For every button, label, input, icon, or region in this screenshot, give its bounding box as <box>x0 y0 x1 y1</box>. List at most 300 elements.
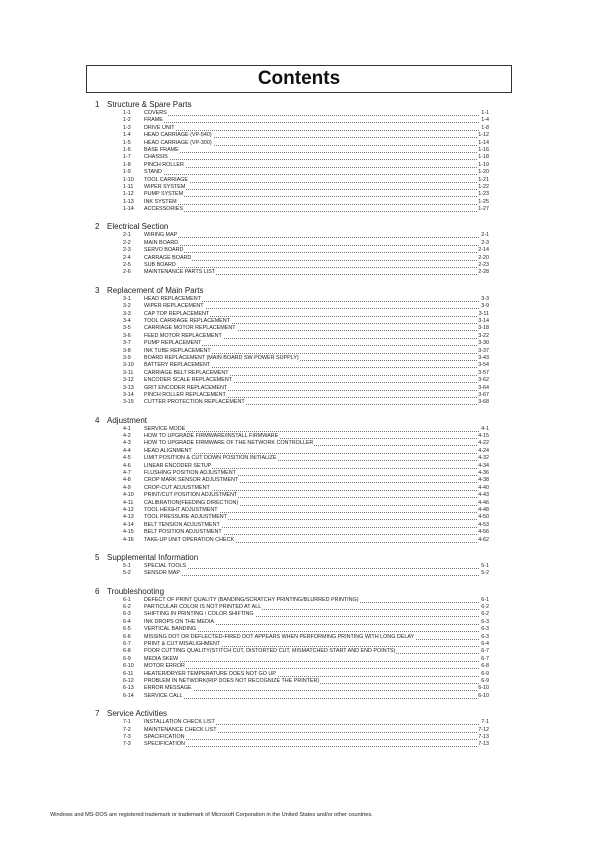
toc-entry[interactable] <box>0 448 595 455</box>
entry-number: 1-3 <box>123 124 131 131</box>
toc-entry[interactable] <box>0 741 595 748</box>
section-heading[interactable] <box>0 416 595 426</box>
entry-title: SERVICE CALL <box>144 692 183 699</box>
entry-title: WIPER SYSTEM <box>144 183 186 190</box>
entry-number: 4-14 <box>123 521 134 528</box>
entry-number: 6-4 <box>123 618 131 625</box>
section-number: 5 <box>95 552 100 562</box>
entry-number: 6-10 <box>123 663 134 670</box>
entry-number: 7-2 <box>123 726 131 733</box>
entry-number: 6-6 <box>123 633 131 640</box>
toc-entry[interactable] <box>0 634 595 641</box>
entry-page-number: 3-67 <box>478 391 489 398</box>
dot-leader <box>144 182 485 183</box>
entry-page-number: 6-10 <box>478 685 489 692</box>
entry-page-number: 3-62 <box>478 377 489 384</box>
entry-title: POOR CUTTING QUALITY(STITCH CUT, DISTORTED CUT, MISMATCHED START AND END POINTS) <box>144 648 396 655</box>
dot-leader <box>144 698 485 699</box>
entry-page-number: 1-19 <box>478 161 489 168</box>
entry-page-number: 2-20 <box>478 254 489 261</box>
entry-page-number: 3-37 <box>478 347 489 354</box>
toc-entry[interactable] <box>0 470 595 477</box>
entry-title: HEATER/DRYER TEMPERATURE DOES NOT GO UP <box>144 670 276 677</box>
dot-leader <box>144 575 485 576</box>
entry-page-number: 1-4 <box>481 117 489 124</box>
dot-leader <box>144 115 485 116</box>
toc-entry[interactable] <box>0 663 595 670</box>
section-number: 1 <box>95 100 100 109</box>
entry-page-number: 4-36 <box>478 470 489 477</box>
entry-number: 1-9 <box>123 169 131 176</box>
toc-entry[interactable] <box>0 433 595 440</box>
dot-leader <box>144 204 485 205</box>
entry-page-number: 6-7 <box>481 655 489 662</box>
entry-number: 6-9 <box>123 655 131 662</box>
entry-page-number: 4-56 <box>478 529 489 536</box>
entry-number: 4-6 <box>123 462 131 469</box>
section-number: 6 <box>95 586 100 596</box>
toc-entry[interactable] <box>0 269 595 276</box>
entry-page-number: 6-1 <box>481 596 489 603</box>
entry-number: 4-5 <box>123 455 131 462</box>
entry-number: 1-8 <box>123 161 131 168</box>
entry-number: 2-1 <box>123 232 131 239</box>
entry-number: 1-2 <box>123 117 131 124</box>
entry-title: LIMIT POSITION & CUT DOWN POSITION INITIALIZE <box>144 455 277 462</box>
entry-page-number: 1-20 <box>478 169 489 176</box>
entry-title: CARRIAGE BELT REPLACEMENT <box>144 369 229 376</box>
entry-title: PARTICULAR COLOR IS NOT PRINTED AT ALL <box>144 604 262 611</box>
toc-entry[interactable] <box>0 570 595 577</box>
entry-title: MISSING DOT OR DEFLECTED-FIRED DOT APPEARS WHEN PERFORMING PRINTING WITH LONG DELAY <box>144 633 415 640</box>
entry-number: 6-12 <box>123 678 134 684</box>
entry-page-number: 4-38 <box>478 477 489 484</box>
entry-title: PRINT/CUT POSITION ADJUSTMENT <box>144 492 238 499</box>
toc-entry[interactable] <box>0 685 595 692</box>
entry-number: 6-7 <box>123 641 131 648</box>
toc-entry[interactable] <box>0 604 595 611</box>
entry-number: 2-5 <box>123 262 131 269</box>
entry-number: 2-6 <box>123 269 131 276</box>
toc-entry[interactable] <box>0 184 595 191</box>
entry-title: SPECIFICATION <box>144 741 185 748</box>
entry-page-number: 3-3 <box>481 295 489 302</box>
entry-page-number: 1-25 <box>478 198 489 205</box>
entry-number: 3-4 <box>123 317 131 324</box>
entry-page-number: 1-16 <box>478 146 489 153</box>
toc-entry[interactable] <box>0 355 595 362</box>
entry-title: INK DROPS ON THE MEDIA <box>144 618 214 625</box>
toc-section <box>0 286 595 407</box>
entry-title: FRAME <box>144 117 163 124</box>
entry-page-number: 4-22 <box>478 440 489 447</box>
entry-title: INK SYSTEM <box>144 198 177 205</box>
entry-title: DRIVE UNIT <box>144 124 175 131</box>
entry-number: 3-1 <box>123 295 131 302</box>
entry-number: 4-1 <box>123 425 131 432</box>
entry-title: LINEAR ENCODER SETUP <box>144 462 212 469</box>
entry-number: 4-8 <box>123 477 131 484</box>
section-heading[interactable] <box>0 553 595 563</box>
dot-leader <box>144 568 485 569</box>
entry-page-number: 4-50 <box>478 514 489 521</box>
toc-entry[interactable] <box>0 362 595 369</box>
section-heading[interactable] <box>0 222 595 232</box>
toc-entry[interactable] <box>0 247 595 254</box>
entry-page-number: 3-9 <box>481 303 489 310</box>
entry-title: STAND <box>144 169 162 176</box>
entry-page-number: 6-3 <box>481 618 489 625</box>
toc-entry[interactable] <box>0 169 595 176</box>
entry-title: WIPER REPLACEMENT <box>144 303 204 310</box>
entry-page-number: 1-18 <box>478 154 489 161</box>
section-title: Troubleshooting <box>107 586 165 596</box>
entry-page-number: 3-54 <box>478 362 489 369</box>
toc-entry[interactable] <box>0 162 595 169</box>
toc-section <box>0 587 595 700</box>
entry-number: 1-5 <box>123 139 131 146</box>
section-heading[interactable] <box>0 100 595 110</box>
entry-title: SUB BOARD <box>144 262 176 269</box>
entry-title: CAP TOP REPLACEMENT <box>144 310 210 317</box>
entry-page-number: 3-57 <box>478 369 489 376</box>
toc-entry[interactable] <box>0 671 595 678</box>
entry-page-number: 5-2 <box>481 570 489 577</box>
entry-title: INK TUBE REPLACEMENT <box>144 347 211 354</box>
dot-leader <box>144 159 485 160</box>
toc-entry[interactable] <box>0 656 595 663</box>
entry-number: 3-10 <box>123 362 134 369</box>
dot-leader <box>144 252 485 253</box>
toc-section <box>0 100 595 213</box>
entry-number: 1-10 <box>123 176 134 183</box>
entry-number: 2-3 <box>123 247 131 254</box>
entry-page-number: 1-21 <box>478 176 489 183</box>
entry-number: 6-8 <box>123 648 131 655</box>
section-title: Structure & Spare Parts <box>107 100 192 109</box>
section-number: 4 <box>95 415 100 425</box>
entry-page-number: 3-18 <box>478 325 489 332</box>
entry-number: 3-11 <box>123 369 134 376</box>
entry-title: MAIN BOARD <box>144 239 179 246</box>
entry-number: 4-7 <box>123 470 131 477</box>
toc-entry[interactable] <box>0 303 595 310</box>
toc-entry[interactable] <box>0 125 595 132</box>
toc-entry[interactable] <box>0 232 595 239</box>
toc-entry[interactable] <box>0 296 595 303</box>
toc-entry[interactable] <box>0 734 595 741</box>
toc-entry[interactable] <box>0 206 595 213</box>
toc-entry[interactable] <box>0 132 595 139</box>
dot-leader <box>144 746 485 747</box>
table-of-contents <box>0 97 595 749</box>
toc-entry[interactable] <box>0 507 595 514</box>
entry-title: CALIBRATION(FEEDING DIRECTION) <box>144 499 239 506</box>
entry-title: BATTERY REPLACEMENT <box>144 362 211 369</box>
toc-entry[interactable] <box>0 318 595 325</box>
entry-title: PINCH ROLLER REPLACEMENT <box>144 391 226 398</box>
entry-page-number: 6-4 <box>481 641 489 648</box>
entry-number: 5-1 <box>123 562 131 569</box>
entry-title: PUMP SYSTEM <box>144 191 184 198</box>
toc-entry[interactable] <box>0 191 595 198</box>
entry-number: 1-6 <box>123 146 131 153</box>
toc-entry[interactable] <box>0 255 595 262</box>
toc-entry[interactable] <box>0 678 595 685</box>
toc-entry[interactable] <box>0 500 595 507</box>
toc-entry[interactable] <box>0 240 595 247</box>
entry-page-number: 4-40 <box>478 484 489 491</box>
entry-page-number: 7-1 <box>481 719 489 726</box>
toc-entry[interactable] <box>0 311 595 318</box>
entry-page-number: 4-1 <box>481 425 489 432</box>
entry-page-number: 4-62 <box>478 536 489 543</box>
entry-page-number: 1-8 <box>481 124 489 131</box>
toc-entry[interactable] <box>0 492 595 499</box>
entry-title: VERTICAL BANDING <box>144 626 197 633</box>
entry-title: WIRING MAP <box>144 232 178 239</box>
entry-title: SHIFTING IN PRINTING / COLOR SHIFTING <box>144 611 254 618</box>
entry-number: 1-11 <box>123 183 134 190</box>
dot-leader <box>144 130 485 131</box>
toc-entry[interactable] <box>0 426 595 433</box>
dot-leader <box>144 122 485 123</box>
entry-title: BELT TENSION ADJUSTMENT <box>144 521 220 528</box>
entry-title: HEAD ALIGNMENT <box>144 447 192 454</box>
entry-number: 2-2 <box>123 239 131 246</box>
entry-number: 3-6 <box>123 332 131 339</box>
toc-entry[interactable] <box>0 154 595 161</box>
entry-page-number: 6-9 <box>481 678 489 684</box>
toc-entry[interactable] <box>0 399 595 406</box>
entry-title: HOW TO UPGRADE FIRMWARE OF THE NETWORK CONTROLLER <box>144 440 314 447</box>
entry-page-number: 6-9 <box>481 670 489 677</box>
page-title: Contents <box>257 68 341 89</box>
toc-entry[interactable] <box>0 727 595 734</box>
dot-leader <box>144 152 485 153</box>
entry-page-number: 6-2 <box>481 611 489 618</box>
entry-number: 4-13 <box>123 514 134 521</box>
entry-page-number: 3-30 <box>478 340 489 347</box>
entry-number: 3-5 <box>123 325 131 332</box>
entry-title: PUMP REPLACEMENT <box>144 340 202 347</box>
toc-entry[interactable] <box>0 597 595 604</box>
entry-title: INSTALLATION CHECK LIST <box>144 719 215 726</box>
toc-entry[interactable] <box>0 348 595 355</box>
toc-entry[interactable] <box>0 333 595 340</box>
entry-title: CARRAGE BOARD <box>144 254 192 261</box>
entry-number: 3-12 <box>123 377 134 384</box>
entry-number: 7-3 <box>123 741 131 748</box>
toc-entry[interactable] <box>0 719 595 726</box>
entry-title: SENSOR MAP <box>144 570 180 577</box>
entry-number: 1-14 <box>123 206 134 213</box>
entry-page-number: 4-32 <box>478 455 489 462</box>
entry-title: HEAD CARRIAGE (VP-540) <box>144 132 212 139</box>
toc-entry[interactable] <box>0 529 595 536</box>
toc-entry[interactable] <box>0 485 595 492</box>
toc-entry[interactable] <box>0 648 595 655</box>
dot-leader <box>144 196 485 197</box>
entry-title: SPECIAL TOOLS <box>144 562 187 569</box>
toc-entry[interactable] <box>0 619 595 626</box>
entry-page-number: 4-46 <box>478 499 489 506</box>
section-heading[interactable] <box>0 286 595 296</box>
entry-title: CROP MARK SENSOR ADJUSTMENT <box>144 477 239 484</box>
toc-entry[interactable] <box>0 514 595 521</box>
entry-title: CUTTER PROTECTION REPLACEMENT <box>144 399 245 406</box>
entry-page-number: 3-22 <box>478 332 489 339</box>
entry-title: HEAD CARRIAGE (VP-300) <box>144 139 212 146</box>
entry-number: 1-1 <box>123 110 131 116</box>
dot-leader <box>144 167 485 168</box>
section-number: 3 <box>95 285 100 295</box>
toc-entry[interactable] <box>0 117 595 124</box>
entry-title: GRIT ENCODER REPLACEMENT <box>144 384 228 391</box>
toc-entry[interactable] <box>0 392 595 399</box>
toc-entry[interactable] <box>0 611 595 618</box>
entry-number: 3-3 <box>123 310 131 317</box>
toc-entry[interactable] <box>0 262 595 269</box>
dot-leader <box>144 661 485 662</box>
section-title: Replacement of Main Parts <box>107 285 204 295</box>
entry-page-number: 5-1 <box>481 562 489 569</box>
entry-title: HOW TO UPGRADE FIRMWARE/INSTALL FIRMWARE <box>144 433 279 440</box>
entry-title: SERVO BOARD <box>144 247 184 254</box>
section-title: Supplemental Information <box>107 552 199 562</box>
dot-leader <box>144 237 485 238</box>
toc-entry[interactable] <box>0 455 595 462</box>
entry-title: MOTOR ERROR <box>144 663 185 670</box>
section-heading[interactable] <box>0 709 595 719</box>
entry-number: 6-2 <box>123 604 131 611</box>
toc-entry[interactable] <box>0 563 595 570</box>
entry-number: 6-5 <box>123 626 131 633</box>
entry-title: CHASSIS <box>144 154 168 161</box>
entry-title: TOOL CARRIAGE REPLACEMENT <box>144 317 230 324</box>
entry-page-number: 4-48 <box>478 506 489 513</box>
toc-entry[interactable] <box>0 147 595 154</box>
entry-number: 4-3 <box>123 440 131 447</box>
entry-page-number: 1-14 <box>478 139 489 146</box>
entry-number: 1-13 <box>123 198 134 205</box>
entry-number: 3-13 <box>123 384 134 391</box>
toc-entry[interactable] <box>0 199 595 206</box>
section-heading[interactable] <box>0 587 595 597</box>
toc-entry[interactable] <box>0 477 595 484</box>
entry-page-number: 3-14 <box>478 317 489 324</box>
entry-page-number: 3-11 <box>478 310 489 317</box>
entry-page-number: 7-12 <box>478 726 489 733</box>
toc-entry[interactable] <box>0 626 595 633</box>
entry-title: SPACIFICATION <box>144 733 185 740</box>
entry-title: TAKE-UP UNIT OPERATION CHECK <box>144 536 235 543</box>
toc-entry[interactable] <box>0 377 595 384</box>
entry-page-number: 1-23 <box>478 191 489 198</box>
entry-page-number: 7-13 <box>478 741 489 748</box>
entry-page-number: 6-7 <box>481 648 489 655</box>
entry-page-number: 1-1 <box>481 110 489 116</box>
entry-title: MAINTENANCE PARTS LIST <box>144 269 216 276</box>
entry-title: BASE FRAME <box>144 146 179 153</box>
entry-number: 6-3 <box>123 611 131 618</box>
entry-number: 3-7 <box>123 340 131 347</box>
dot-leader <box>144 174 485 175</box>
toc-entry[interactable] <box>0 522 595 529</box>
entry-number: 3-15 <box>123 399 134 406</box>
toc-entry[interactable] <box>0 370 595 377</box>
entry-page-number: 2-14 <box>478 247 489 254</box>
entry-title: CROP-CUT ADJUSTMENT <box>144 484 210 491</box>
entry-page-number: 1-22 <box>478 183 489 190</box>
toc-entry[interactable] <box>0 440 595 447</box>
entry-page-number: 4-15 <box>478 433 489 440</box>
entry-number: 1-4 <box>123 132 131 139</box>
entry-title: BOARD REPLACEMENT (MAIN BOARD SW POWER SUPPLY) <box>144 354 299 361</box>
dot-leader <box>144 453 485 454</box>
entry-title: CARRIAGE MOTOR REPLACEMENT <box>144 325 236 332</box>
entry-number: 3-8 <box>123 347 131 354</box>
entry-page-number: 6-10 <box>478 692 489 699</box>
toc-section <box>0 416 595 544</box>
entry-number: 2-4 <box>123 254 131 261</box>
toc-entry[interactable] <box>0 325 595 332</box>
entry-page-number: 4-24 <box>478 447 489 454</box>
toc-entry[interactable] <box>0 641 595 648</box>
entry-title: MAINTENANCE CHECK LIST <box>144 726 217 733</box>
entry-title: FLUSHING POSITION ADJUSTMENT <box>144 470 236 477</box>
entry-page-number: 1-27 <box>478 206 489 213</box>
toc-entry[interactable] <box>0 110 595 117</box>
entry-number: 4-15 <box>123 529 134 536</box>
toc-entry[interactable] <box>0 140 595 147</box>
entry-number: 6-14 <box>123 692 134 699</box>
toc-entry[interactable] <box>0 385 595 392</box>
dot-leader <box>144 260 485 261</box>
entry-page-number: 6-3 <box>481 626 489 633</box>
toc-entry[interactable] <box>0 537 595 544</box>
entry-title: FEED MOTOR REPLACEMENT <box>144 332 222 339</box>
toc-entry[interactable] <box>0 340 595 347</box>
entry-title: PRINT & CUT MISALIGHMENT <box>144 641 221 648</box>
toc-entry[interactable] <box>0 463 595 470</box>
dot-leader <box>144 690 485 691</box>
entry-title: ERROR MESSAGE <box>144 685 192 692</box>
dot-leader <box>144 267 485 268</box>
entry-number: 7-3 <box>123 733 131 740</box>
trademark-footnote: Windows and MS-DOS are registered trademark or trademark of Microsoft Corporation in the United States and/or other countries. <box>50 812 373 818</box>
section-title: Service Activities <box>107 709 168 719</box>
entry-title: ACCESSORIES <box>144 206 183 213</box>
entry-number: 3-14 <box>123 391 134 398</box>
entry-page-number: 2-28 <box>478 269 489 276</box>
toc-section <box>0 709 595 749</box>
entry-number: 4-16 <box>123 536 134 543</box>
dot-leader <box>144 739 485 740</box>
entry-number: 4-10 <box>123 492 134 499</box>
dot-leader <box>144 189 485 190</box>
entry-number: 1-12 <box>123 191 134 198</box>
entry-page-number: 4-53 <box>478 521 489 528</box>
entry-title: SERVICE MODE <box>144 425 186 432</box>
entry-number: 6-11 <box>123 670 134 677</box>
toc-entry[interactable] <box>0 177 595 184</box>
entry-page-number: 3-64 <box>478 384 489 391</box>
toc-entry[interactable] <box>0 693 595 700</box>
entry-page-number: 7-13 <box>478 733 489 740</box>
entry-title: COVERS <box>144 110 167 116</box>
dot-leader <box>144 245 485 246</box>
